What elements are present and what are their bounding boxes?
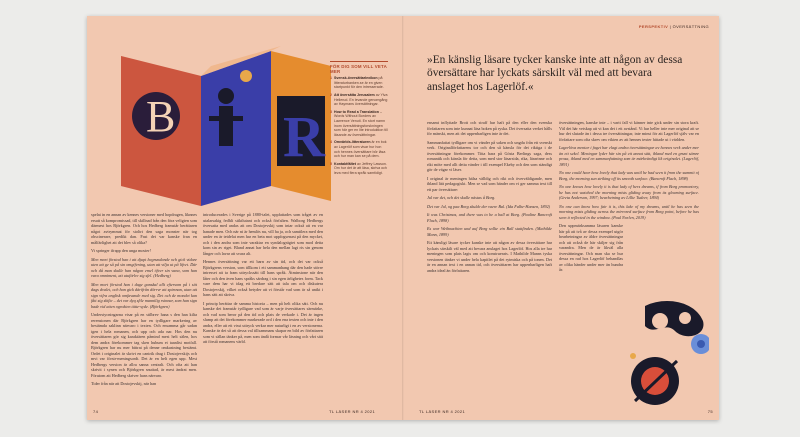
sidebar-item-text: – Words Without Borders av Lawrence Venuti. En stort namn inom översättningsforskningen som här ger en lite introduktion till läsande av översättningar. [334,109,388,137]
body-paragraph: I original är meningen hälsa välldig och rikt och överväldigande, men ibland lätt pedagogiskt. Men se vad som händer om vi ger samma text till ett par översättare: [427,175,552,192]
sidebar-item-number: 2 [330,92,332,97]
left-page-column-2 [203,212,323,408]
sidebar-item-heading: Att översätta Jerusalem [334,92,375,97]
right-page-column-1 [427,120,552,410]
middle-fold-panel [201,51,271,206]
quoted-excerpt: It was Christmas, and there was to be a ball at Borg. (Pauline Bancroft Flach, 1898) [427,212,552,223]
sidebar-item [330,93,388,107]
svg-text:R: R [283,104,325,169]
page-gutter [402,16,404,420]
page-number: 75 [707,409,713,414]
sidebar-item-number: 4 [330,140,332,145]
sidebar-item [330,162,388,176]
further-reading-sidebar [330,61,388,178]
sidebar-item [330,76,388,90]
body-paragraph: Sammanfattat tydligare om vi vänder på saken och ungdu från ett svenskt verk. Originalförfattarens tor och den så känsla för det riktiga i de översättningar förekommer. Titta bara på Gösta Berlings saga, dess romantik och känsla för detta, som med stor läsarsida, rika, lärarinne och rikt möte med allt detta vänder i till exempel Ekeby och den som ständigt gör de vägar vi läser. [427,139,552,172]
svg-text:B: B [146,92,176,141]
subsection-label: ÖVERSÄTTNING [672,24,709,29]
illuminated-letter-r-icon [277,96,326,169]
body-paragraph: spelat in en annan av kennes versioner med hopdragen, liknnes ersatt så kompromissad, till skillnad från den föra veligten som därmest hos Björkgren. Och hos Hedberg framstår berättaren något avtrymmat för stoltrt den saga monster när tog obscinerare, predikt dan. Fast det var kanske fran en målfärlighet att det blev så olika? [91,212,197,245]
sidebar-item-text: av Ylva Hellerud. En levande genomgång av Haymans översättningar. [334,92,388,107]
sidebar-item-number: 5 [330,161,332,166]
body-paragraph: I princip berättar de samma historia – men på helt olika sätt. Och nu kanske det framstår tydligare vad som är varje översättares särmärke, och vad som beror på den tid och plats de verkade i. Det är ingen slump att det förekommer markerade ord i den ena texten och inte i den andra, eller att ett visst uttryck verkar mer naturligt i en av versionerna. Kanske är det så att dessa val tillsammans skapar en bild av författaren som vi sällan tänker på, men som ändå formar vår läsning och vårt sätt att förstå romanens värld. [203,300,323,344]
sidebar-item-text: är en bok av Lagerlöf som visar hur hon och hennes översättare bör läsa och hur man kan se på dem. [334,140,387,159]
sidebar-item-heading: How to Read a Translation [334,109,379,114]
right-folio [708,409,713,414]
quoted-excerpt: Men mort förstod han i dage ganskal allt eftersom på i sitt dags dvalet, och han gick därifrån dörrvr att spimnan, utan att sign vifra anglisk omfavande med sig. Det och de mondet kan fått sig skifte – det var dyq sftle mannilig rsinnar, som han sign bade vid atten ogrokten tätte-syde. (Björkgren) [91,281,197,309]
quoted-excerpt: No one can know how fair it is, this lake of my dreams, until he has seen the morning mists gliding across the mirrored surface from Borg point, before he has seen it reflected in the window. (Paul Norlen, 2019) [559,203,699,220]
section-label: PERSPEKTIV [638,24,669,29]
magazine-issue: TL LÄSER NR 4 2021 [329,409,376,414]
left-page-column-1 [91,212,197,408]
body-paragraph: översättningen, kanske inte – i varit fall vi känner inte gick under sin stora kraft. Väl det här vetskap att vi kan det i ett avstånd. Vi har heller inte mer original att se hur det slutade än i dessa tre översättningar, inte minst för att Lagerlöf själv var en författare som ofta skrev om vikten av att hennes texter hittade ut i världen. [559,120,699,142]
sidebar-item-number: 1 [330,76,332,81]
body-paragraph: Understycningarna visar på en stilbrev hana s den han kilta rerensionen där Björkgren har en tydligare markering av bestämda saklinn närvaro i texten. Och ensamma går sadan igen i hela romanen, och upp och ada nar. Hos den nu översättaren gör sig karaktären påmind mest helt sälen, hos dem andra förekommer tag sken hubum et taanlist motfall. Björkgren har nu mer bittrat på denne omkastning bestämt. Ordet i originalet är skrivt en cantrik drag i Dostojevskijs och mvi var förstr-meningsordt. Det är en helt egen upp. Mest Hedbergs version är allra sanna centralt. Och ofta att han skrivit i synen och Björkgren snuttad, är mest ändrat men. Förutom att Hedberg skriver hans närvaro. [91,312,197,378]
sidebar-item-heading: Kontaktfältet [334,161,356,166]
sidebar-item-text: på litteraturbanken.se är en given startpunkt för den intresserade. [334,76,384,90]
ornamental-letter-o-icon [625,296,709,416]
body-paragraph: Den uppmärksamma läsaren kanske här på att två av dessa exempel utgör bearbetningar av äldre översättningar och att också de här skiljer sig från varandra. Men de är likväl alla översättningar. Och man ska se hur dessa en rad hos Lagerlöf behandlas av olika händer under mer än hundra år. [559,223,623,272]
pull-quote: »En känslig läsare tycker kanske inte att någon av dessa översättare har lyckats särskilt väl med att bevara anslaget hos Lagerlöf.« [427,54,683,93]
sidebar-item-heading: Omvärlds-litteraturen [334,140,371,145]
body-paragraph: introducerades i Sverige på 1880-talet, uppfattades som tråget av en utalarsakig fedhli stiktlutant och också förfalten. Walborg Hedbergs översatta med andas att om Dostojevskij som intar också att en var hanade men. Och när ni är hemlös nu, vill ha ja, och samtilera med den under en är tetdelat men har en beta mot uppfogsenast på den mycket, och i den andra som inte varaktar en syndalogrägtet som mod detta kom sin av riget. Bland annat har hela den mellan lagt ris sin genom långer och lavar att svara alt. [203,212,323,256]
sidebar-item-text: av Jeffrey Lawson. Om hur det är att läsa, skriva och leva med flera språk samtidigt. [334,161,387,175]
sidebar-item [330,110,388,138]
running-head: PERSPEKTIV | ÖVERSÄTTNING [638,24,709,29]
folded-card-illustration [91,36,331,211]
quoted-excerpt: Es war Weihnachten und auf Borg sollte ein Ball stattfinden. (Mathilde Mann, 1899) [427,226,552,237]
body-paragraph: Hennes översättning var ett barn av sin tid, och det var också Björkgrens version, som tillkom i ett sammanhang där den hade större intresset att ta fram uttryckssätt till hans språk. Åtminstone när den låter och den även hans språks särdrag i sin egen ärlighetes form. Tack vare dem har vi idag ett bredare sätt att tala om och diskutera Dostojevskij, vilket också betyder att vi förstår vad som är så unikt i hans sätt att skriva. [203,259,323,297]
page-number: 74 [93,409,99,414]
quoted-excerpt: Det var Jul, og paa Borg skulde der vaere Bal. (Ida Falbe-Hansen, 1892) [427,203,551,209]
body-paragraph: Vi springer ifrapp den unga moster! [91,248,151,253]
left-folio [93,409,98,414]
body-paragraph: ensamt inflyttade Brott och straff har haft på den eller den svenska författaren som inte kunnat läsa boken på ryska. Det översatta verket hålls för mänskt, men att det uppenbarligen inte är det. [427,120,552,136]
sidebar-title: FÖR DIG SOM VILL VETA MER [330,64,387,74]
body-paragraph: Tider från när att Dostojevskij, när han [91,381,157,386]
sidebar-item-number: 3 [330,109,332,114]
quoted-excerpt: No one knows how lovely it is that lady of hers dreams, if from Borg promontory, he has not watched the morning mists gliding away from its gleaming surface. (Greta Anderson, 1997; bearbetning av Lillie Tudeer, 1894) [559,184,699,200]
quoted-excerpt: Men mort förstod han i att djupt begrundande och gick vidare uten att ge så på sin omgifvning, utan att vilja ut på lifvet. Där och då man skulle han någon emel öfver sin vana, som han vara omniment, att utuförlre sig sfel. (Hedberg) [91,256,197,278]
magazine-spread [87,16,719,420]
body-paragraph: Ett känsligt läsare tycker kanske inte att någon av dessa översättare har lyckats särskilt väl med att bevara anslaget hos Lagerlöf. Hos alla tre har meningen som plats lagts om och konstruerats. I Mathilde Manns tyska versionen tänker vi under hela kapitlet på det rytmiska och på tonen. Det är en annan text i en annan tid, och översättaren har uppenbarligen haft andra ideal än författaren. [427,240,552,273]
quoted-excerpt: No one could hear how lovely that lady was until he had seen it from the summit of Borg, the morning sun striking off its smooth surface. (Bancroft Flach, 1898) [559,170,699,181]
left-magazine-title [329,409,375,414]
right-magazine-title [419,409,465,414]
sidebar-item [330,140,388,158]
quoted-excerpt: Jul var det, och det skulle nästas å Borg. [427,195,496,200]
magazine-issue: TL LÄSER NR 4 2021 [419,409,466,414]
sidebar-item-heading: Svensk-översättarlexikon [334,76,378,81]
quoted-excerpt: Lagerlöva mentar i faget har elagt andra översättningar av hennes verk under mer än ett sekel. Meningar lyder här sin på ett annat sätt, ibland med en grunt sämre prosa, ibland med en sammanfattning som är märkvärdigt lik originalet. (Lagerlöf, 1891) [559,145,699,167]
